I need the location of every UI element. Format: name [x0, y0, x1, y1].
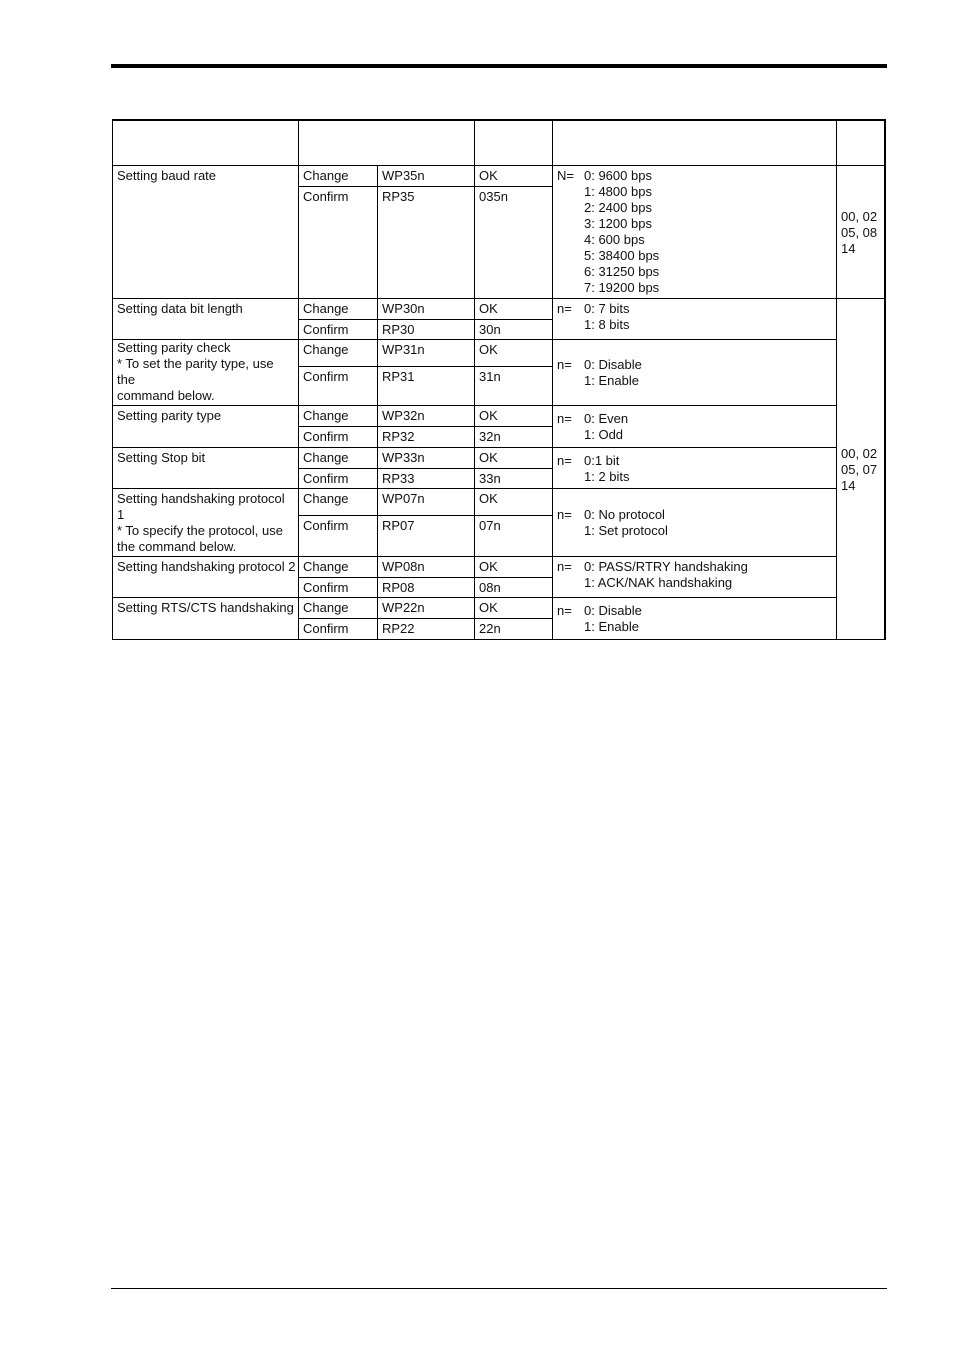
description-value: 1: Set protocol: [584, 523, 668, 538]
command-cell: WP08n: [378, 557, 475, 578]
description-prefix: n=: [557, 559, 572, 574]
code-line: 14: [841, 240, 856, 256]
table-header-row: [113, 120, 885, 166]
description-value: 1: 4800 bps: [584, 184, 652, 199]
description-value: 1: Odd: [584, 427, 624, 442]
code-line: 14: [841, 477, 856, 493]
op-label: Change: [299, 448, 378, 469]
item-label-line: * To specify the protocol, use: [117, 523, 283, 538]
table-row: [113, 340, 885, 367]
description-value: 0: No protocol: [584, 507, 665, 522]
header-cell: [475, 120, 553, 166]
table-row: [113, 166, 885, 187]
op-label: Change: [299, 299, 378, 320]
code-cell: [837, 299, 885, 640]
response-cell: OK: [475, 406, 553, 427]
description-prefix: N=: [557, 168, 574, 183]
op-label: Confirm: [299, 619, 378, 640]
description-prefix: n=: [557, 357, 572, 372]
description-cell: [553, 448, 837, 489]
item-label-line: the command below.: [117, 539, 237, 554]
description-value: 1: ACK/NAK handshaking: [584, 575, 733, 590]
command-cell: RP30: [378, 320, 475, 340]
command-cell: RP33: [378, 469, 475, 489]
table-row: [113, 448, 885, 469]
response-cell: 32n: [475, 427, 553, 448]
description-value: 1: Enable: [584, 619, 639, 634]
op-label: Change: [299, 489, 378, 516]
table-row: [113, 406, 885, 427]
response-cell: 035n: [475, 187, 553, 299]
op-label: Confirm: [299, 320, 378, 340]
description-value: 5: 38400 bps: [584, 248, 660, 263]
command-cell: RP32: [378, 427, 475, 448]
command-cell: RP08: [378, 578, 475, 598]
description-value: 0: Disable: [584, 357, 642, 372]
description-value: 6: 31250 bps: [584, 264, 660, 279]
response-cell: 30n: [475, 320, 553, 340]
response-cell: OK: [475, 598, 553, 619]
description-cell: [553, 406, 837, 448]
command-cell: RP07: [378, 515, 475, 556]
response-cell: 07n: [475, 515, 553, 556]
command-cell: WP32n: [378, 406, 475, 427]
description-prefix: n=: [557, 603, 572, 618]
response-cell: 08n: [475, 578, 553, 598]
op-label: Confirm: [299, 469, 378, 489]
code-line: 05, 08: [841, 224, 878, 240]
op-label: Change: [299, 166, 378, 187]
description-cell: [553, 299, 837, 340]
header-cell: [837, 120, 885, 166]
description-cell: [553, 166, 837, 299]
response-cell: OK: [475, 448, 553, 469]
item-label-line: Setting handshaking protocol 1: [117, 491, 285, 522]
table-row: [113, 489, 885, 516]
description-value: 1: 8 bits: [584, 317, 630, 332]
command-cell: WP07n: [378, 489, 475, 516]
op-label: Change: [299, 598, 378, 619]
description-value: 1: Enable: [584, 373, 639, 388]
description-cell: [553, 557, 837, 598]
code-line: 00, 02: [841, 445, 878, 461]
description-value: 0:1 bit: [584, 452, 620, 468]
description-value: 3: 1200 bps: [584, 216, 652, 231]
op-label: Change: [299, 406, 378, 427]
code-cell: [837, 166, 885, 299]
description-value: 0: Disable: [584, 603, 642, 618]
description-cell: [553, 598, 837, 640]
description-prefix: n=: [557, 301, 572, 316]
item-label-line: * To set the parity type, use the: [117, 356, 274, 387]
response-cell: 31n: [475, 366, 553, 405]
op-label: Confirm: [299, 187, 378, 299]
code-line: 00, 02: [841, 208, 878, 224]
command-cell: WP31n: [378, 340, 475, 367]
item-label: [113, 489, 299, 557]
item-label: Setting parity type: [113, 406, 299, 448]
op-label: Confirm: [299, 427, 378, 448]
command-cell: RP31: [378, 366, 475, 405]
op-label: Change: [299, 340, 378, 367]
description-value: 2: 2400 bps: [584, 200, 652, 215]
item-label-line: command below.: [117, 388, 215, 403]
item-label: Setting Stop bit: [113, 448, 299, 489]
description-value: 0: 7 bits: [584, 301, 630, 316]
description-prefix: n=: [557, 507, 572, 522]
response-cell: OK: [475, 557, 553, 578]
response-cell: OK: [475, 489, 553, 516]
command-table: [112, 119, 886, 640]
header-cell: [113, 120, 299, 166]
description-prefix: n=: [557, 452, 572, 468]
response-cell: 33n: [475, 469, 553, 489]
item-label: Setting data bit length: [113, 299, 299, 340]
header-cell: [299, 120, 475, 166]
item-label-line: Setting parity check: [117, 340, 231, 355]
description-value: 4: 600 bps: [584, 232, 645, 247]
table-row: [113, 299, 885, 320]
description-value: 0: PASS/RTRY handshaking: [584, 559, 748, 574]
op-label: Confirm: [299, 366, 378, 405]
item-label: Setting handshaking protocol 2: [113, 557, 299, 598]
table-row: [113, 557, 885, 578]
header-cell: [553, 120, 837, 166]
description-value: 0: 9600 bps: [584, 168, 652, 183]
description-value: 1: 2 bits: [584, 468, 630, 484]
command-cell: WP33n: [378, 448, 475, 469]
code-line: 05, 07: [841, 461, 878, 477]
item-label: [113, 340, 299, 406]
description-cell: [553, 340, 837, 406]
op-label: Change: [299, 557, 378, 578]
command-cell: WP22n: [378, 598, 475, 619]
response-cell: OK: [475, 299, 553, 320]
response-cell: 22n: [475, 619, 553, 640]
op-label: Confirm: [299, 578, 378, 598]
description-prefix: n=: [557, 411, 572, 426]
command-cell: RP22: [378, 619, 475, 640]
footer-rule: [111, 1288, 887, 1289]
item-label: Setting RTS/CTS handshaking: [113, 598, 299, 640]
command-cell: WP30n: [378, 299, 475, 320]
description-value: 7: 19200 bps: [584, 280, 660, 295]
item-label: Setting baud rate: [113, 166, 299, 299]
header-rule: [111, 64, 887, 68]
description-value: 0: Even: [584, 411, 629, 426]
table-row: [113, 598, 885, 619]
description-cell: [553, 489, 837, 557]
response-cell: OK: [475, 166, 553, 187]
op-label: Confirm: [299, 515, 378, 556]
response-cell: OK: [475, 340, 553, 367]
command-cell: RP35: [378, 187, 475, 299]
command-cell: WP35n: [378, 166, 475, 187]
